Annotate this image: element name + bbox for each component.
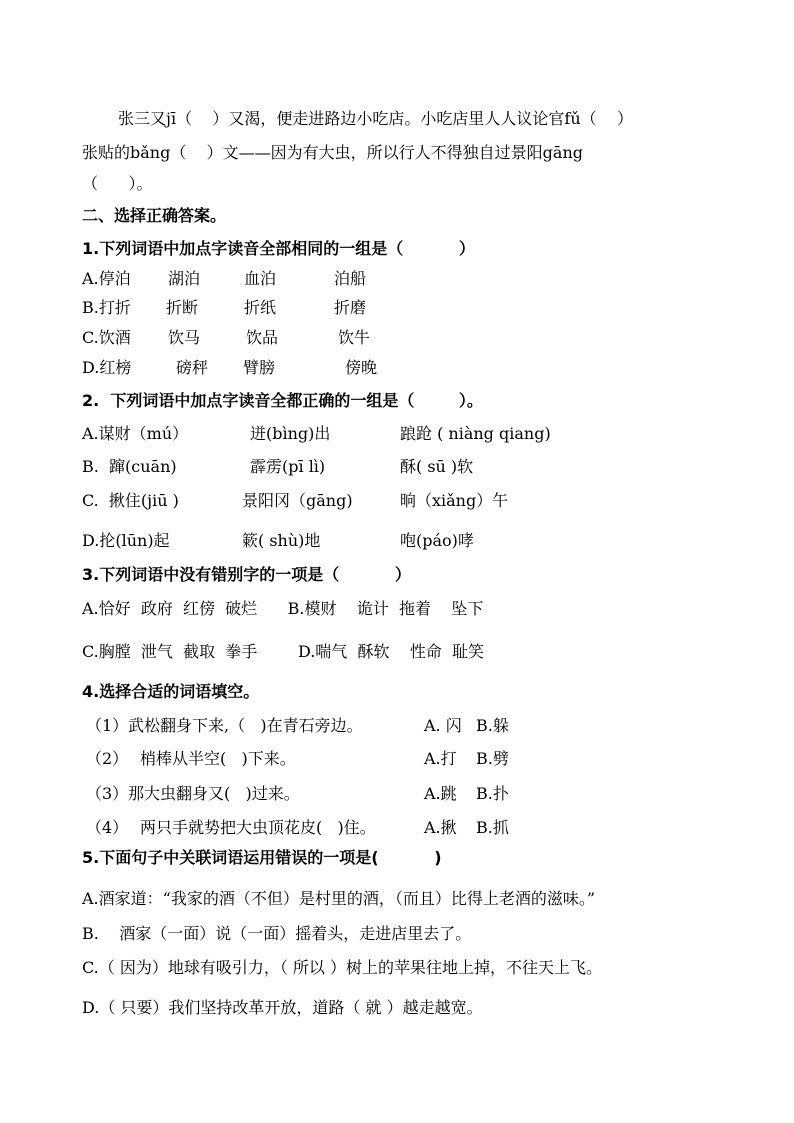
- question-4-stem: 4.选择合适的词语填空。: [82, 682, 260, 701]
- q1-option-a-2: 湖泊: [168, 269, 201, 288]
- q5-option-b: B. 酒家（一面）说（一面）摇着头，走进店里去了。: [82, 924, 472, 943]
- q4-item-3-number: （3）: [86, 784, 129, 803]
- passage-line-1: 张三又jī（ ）又渴，便走进路边小吃店。小吃店里人人议论官fǔ（ ）: [118, 109, 633, 128]
- passage-line-3: （ ）。: [82, 174, 153, 193]
- q1-option-d-2: 磅秤: [176, 358, 209, 377]
- q4-item-2-option-b: B.劈: [476, 749, 509, 768]
- q1-option-b-2: 折断: [166, 298, 199, 317]
- q2-option-a-3: 踉跄 ( niàng qiang): [400, 424, 551, 443]
- q1-option-c-2: 饮马: [168, 328, 201, 347]
- q5-option-a: A.酒家道：“我家的酒（不但）是村里的酒，（而且）比得上老酒的滋味。”: [82, 889, 596, 908]
- q4-item-2-option-a: A.打: [424, 749, 457, 768]
- q1-option-b-4: 折磨: [334, 298, 367, 317]
- section-heading: 二、选择正确答案。: [82, 206, 227, 225]
- q4-item-1-option-b: B.躲: [476, 716, 509, 735]
- q1-option-d-1: D.红榜: [82, 358, 132, 377]
- question-1-stem: 1.下列词语中加点字读音全部相同的一组是（ ）: [82, 239, 475, 258]
- q3-option-row-2: C.胸膛 泄气 截取 拳手 D.喘气 酥软 性命 耻笑: [82, 642, 484, 661]
- question-3-stem: 3.下列词语中没有错别字的一项是（ ）: [82, 565, 411, 584]
- q4-item-4-number: （4）: [86, 818, 129, 837]
- q2-option-c-2: 景阳冈（gāng): [242, 491, 353, 510]
- q1-option-a-3: 血泊: [244, 269, 277, 288]
- q4-item-4-option-b: B.抓: [476, 818, 509, 837]
- q2-option-a-1: A.谋财（mú）: [82, 424, 189, 443]
- q2-option-b-2: 霹雳(pī lì): [250, 457, 326, 476]
- q4-item-4-text: 两只手就势把大虫顶花皮( )住。: [140, 818, 376, 837]
- q4-item-3-option-a: A.跳: [424, 784, 457, 803]
- q2-option-d-3: 咆(páo)哮: [400, 531, 474, 550]
- q2-option-a-2: 迸(bìng)出: [250, 424, 331, 443]
- q1-option-c-1: C.饮酒: [82, 328, 131, 347]
- q1-option-b-3: 折纸: [244, 298, 277, 317]
- q4-item-2-text: 梢棒从半空( )下来。: [140, 749, 296, 768]
- q1-option-a-1: A.停泊: [82, 269, 131, 288]
- q3-option-row-1: A.恰好 政府 红傍 破烂 B.模财 诡计 拖着 坠下: [82, 599, 484, 618]
- q1-option-d-3: 臂膀: [243, 358, 276, 377]
- q2-option-c-3: 晌（xiǎng）午: [400, 491, 509, 510]
- q4-item-1-number: （1）: [86, 716, 129, 735]
- q5-option-d: D.（ 只要）我们坚持改革开放，道路（ 就 ）越走越宽。: [82, 998, 483, 1017]
- q1-option-a-4: 泊船: [334, 269, 367, 288]
- q2-option-d-1: D.抡(lūn)起: [82, 531, 170, 550]
- q4-item-3-text: 那大虫翻身又( )过来。: [128, 784, 300, 803]
- question-2-stem: 2. 下列词语中加点字读音全都正确的一组是（ ）。: [82, 391, 483, 410]
- q2-option-c-1: C. 揪住(jiū ): [82, 491, 179, 510]
- q2-option-b-1: B. 蹿(cuān): [82, 457, 177, 476]
- question-5-stem: 5.下面句子中关联词语运用错误的一项是( ): [82, 848, 442, 867]
- q1-option-b-1: B.打折: [82, 298, 131, 317]
- q1-option-c-4: 饮牛: [338, 328, 371, 347]
- q1-option-c-3: 饮品: [246, 328, 279, 347]
- q4-item-1-option-a: A. 闪: [424, 716, 462, 735]
- q4-item-2-number: （2）: [86, 749, 129, 768]
- q2-option-d-2: 簌( shù)地: [242, 531, 321, 550]
- q2-option-b-3: 酥( sū )软: [400, 457, 474, 476]
- q4-item-1-text: 武松翻身下来,（ )在青石旁边。: [128, 716, 363, 735]
- passage-line-2: 张贴的bǎng（ ）文——因为有大虫，所以行人不得独自过景阳gāng: [82, 143, 584, 162]
- q4-item-4-option-a: A.揪: [424, 818, 457, 837]
- q5-option-c: C.（ 因为）地球有吸引力，（ 所以 ）树上的苹果往地上掉，不往天上飞。: [82, 958, 603, 977]
- q1-option-d-4: 傍晚: [345, 358, 378, 377]
- q4-item-3-option-b: B.扑: [476, 784, 509, 803]
